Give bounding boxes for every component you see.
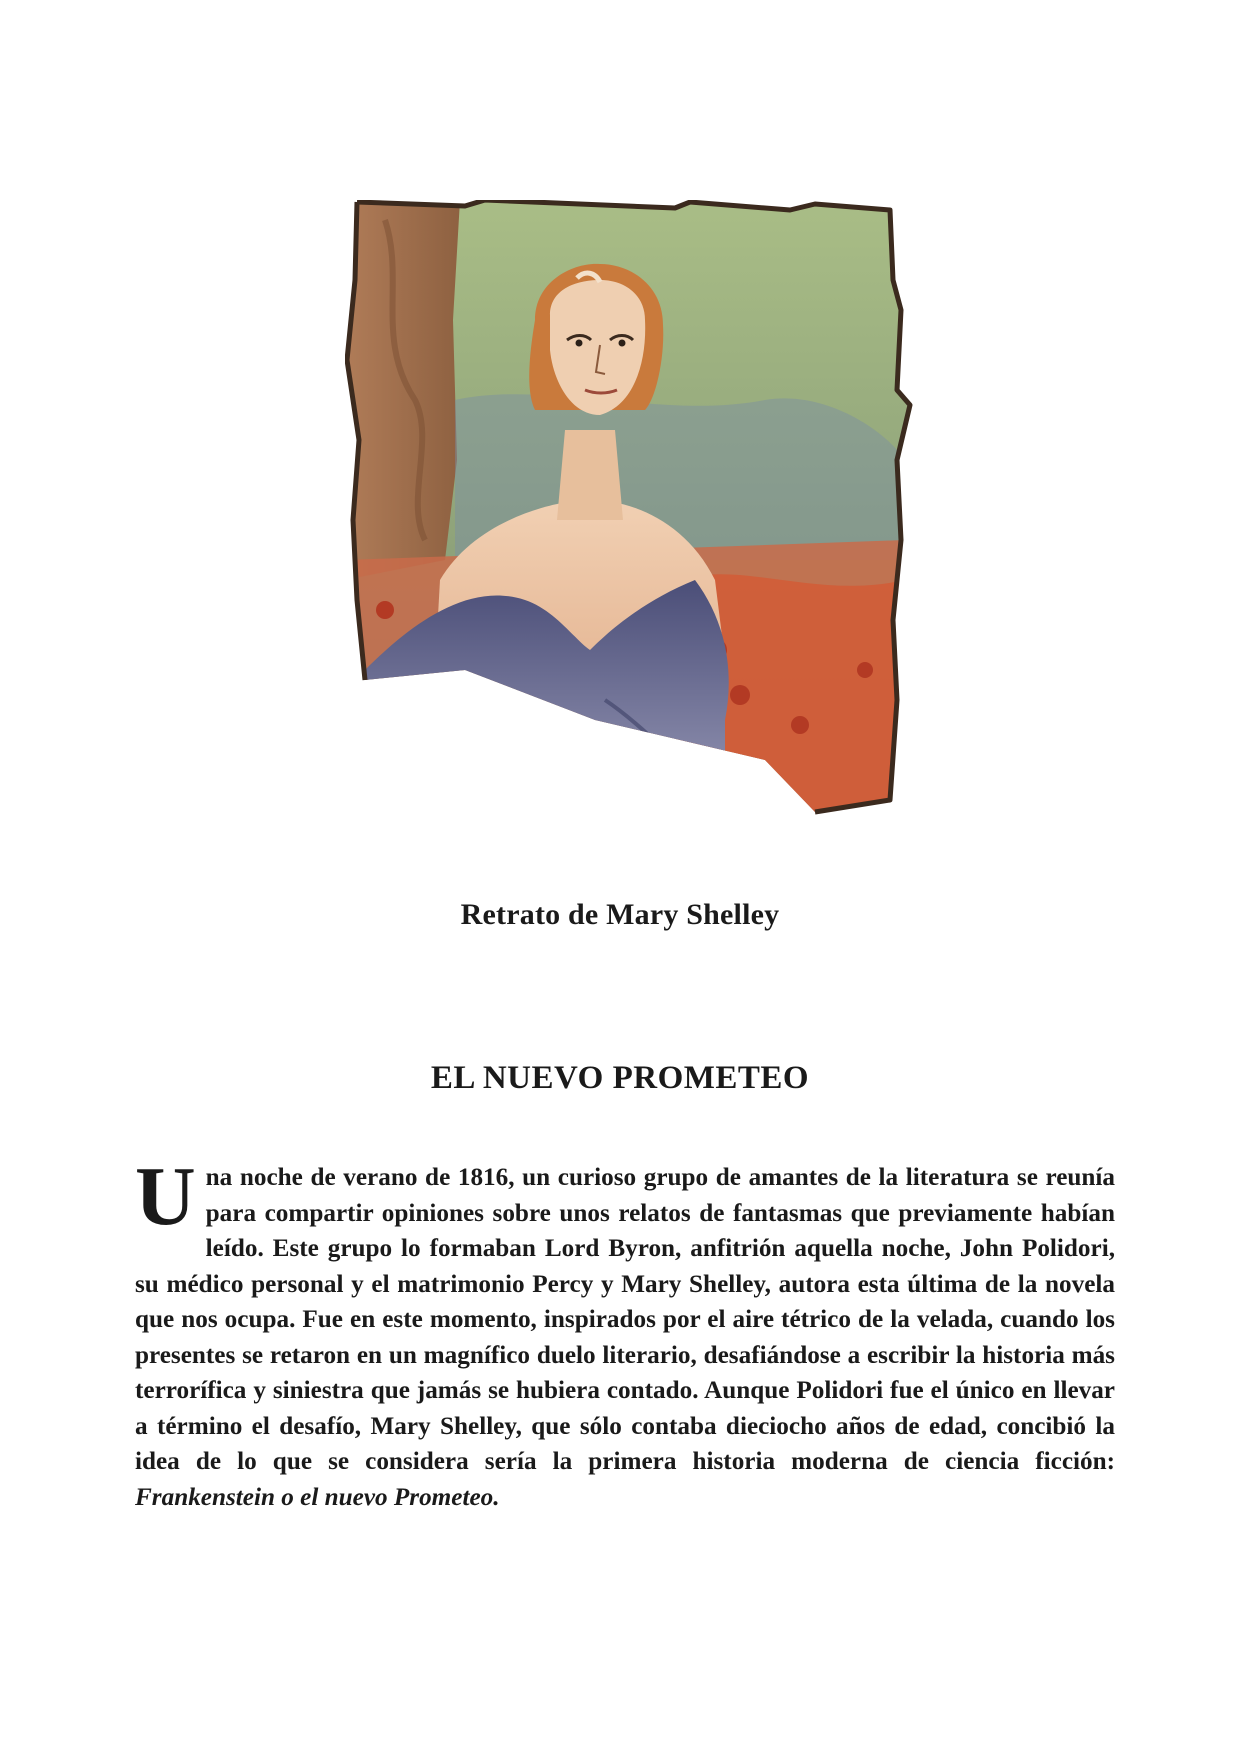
drop-cap: U [135, 1150, 196, 1243]
portrait-watercolor [345, 200, 915, 820]
paragraph-text: na noche de verano de 1816, un curioso grupo de amantes de la literatura se reunía para compartir opiniones sobre unos relatos de fantasmas que previamente habían leído. Este grupo lo formaban Lord Byron, anfitrión aquella noche, John Polidori, su médico personal y el matrimonio Percy y Mary Shelley, autora esta última de la novela que nos ocupa. Fue en este momento, inspirados por el aire tétrico de la velada, cuando los presentes se retaron en un magnífico duelo literario, desafiándose a escribir la historia más terrorífica y siniestra que jamás se hubiera contado. Aunque Polidori fue el único en llevar a término el desafío, Mary Shelley, que sólo contaba dieciocho años de edad, concibió la idea de lo que se considera sería la primera historia moderna de ciencia ficción: [135, 1164, 1115, 1475]
portrait-illustration [345, 200, 915, 820]
body-paragraph [135, 1150, 1115, 1515]
book-title: Frankenstein o el nuevo Prometeo. [135, 1483, 500, 1511]
figure-caption: Retrato de Mary Shelley [460, 898, 780, 931]
section-title: EL NUEVO PROMETEO [430, 1060, 810, 1096]
